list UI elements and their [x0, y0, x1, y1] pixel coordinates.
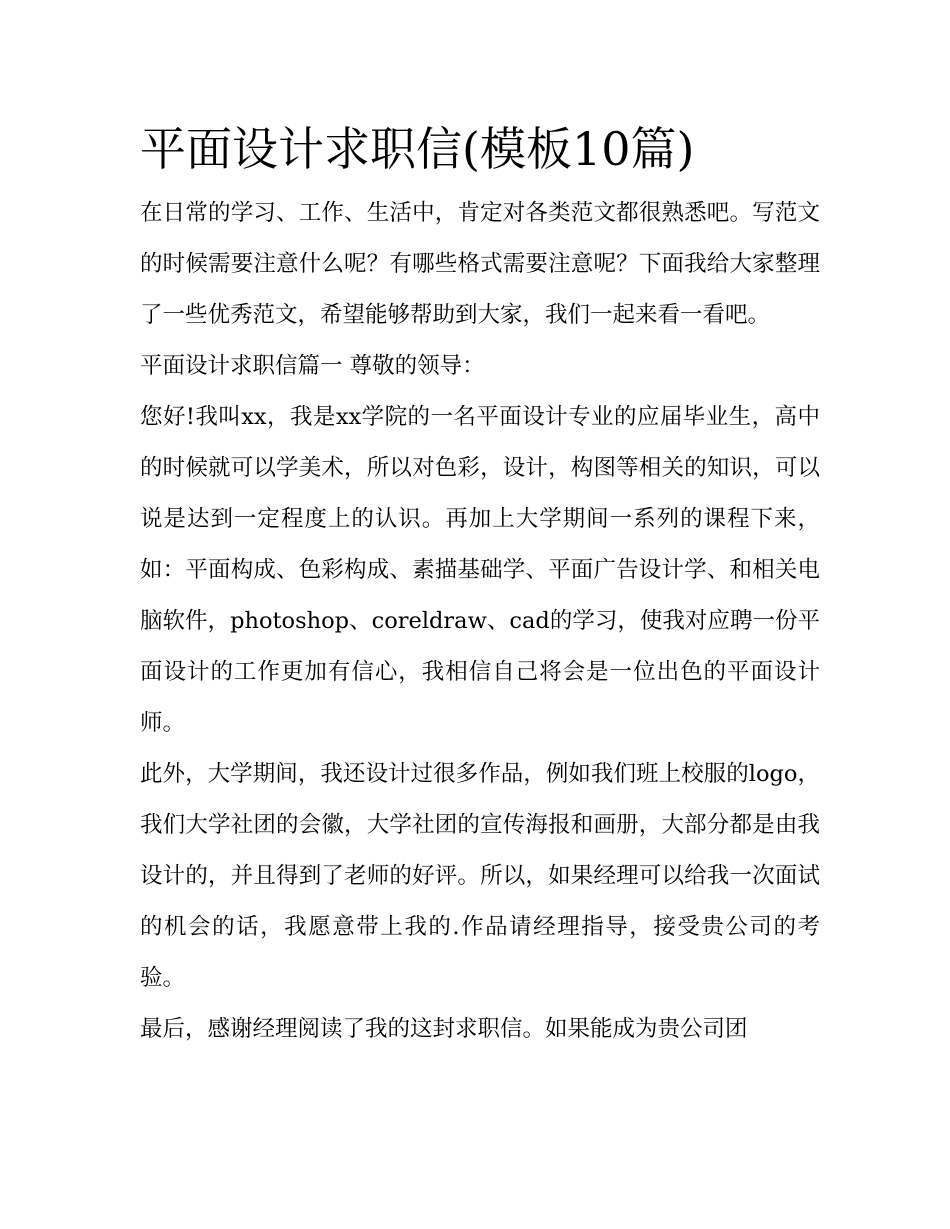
document-body: [140, 118, 820, 1055]
letter-heading-paragraph: 平面设计求职信篇一 尊敬的领导：: [140, 353, 485, 379]
self-introduction-paragraph: 您好!我叫xx，我是xx学院的一名平面设计专业的应届毕业生，高中的时候就可以学美术，所以对色彩，设计，构图等相关的知识，可以说是达到一定程度上的认识。再加上大学期间一系列的课程下来，如：平面构成、色彩构成、素描基础学、平面广告设计学、和相关电脑软件，photoshop、coreldraw、cad的学习，使我对应聘一份平面设计的工作更加有信心，我相信自己将会是一位出色的平面设计师。: [140, 404, 820, 736]
document-title: 平面设计求职信(模板10篇): [140, 122, 695, 176]
intro-paragraph: 在日常的学习、工作、生活中，肯定对各类范文都很熟悉吧。写范文的时候需要注意什么呢？有哪些格式需要注意呢？下面我给大家整理了一些优秀范文，希望能够帮助到大家，我们一起来看一看吧。: [140, 200, 820, 328]
portfolio-paragraph: 此外，大学期间，我还设计过很多作品，例如我们班上校服的logo，我们大学社团的会徽，大学社团的宣传海报和画册，大部分都是由我设计的，并且得到了老师的好评。所以，如果经理可以给我一次面试的机会的话，我愿意带上我的.作品请经理指导，接受贵公司的考验。: [140, 761, 820, 991]
closing-paragraph: 最后，感谢经理阅读了我的这封求职信。如果能成为贵公司团: [140, 1016, 748, 1042]
